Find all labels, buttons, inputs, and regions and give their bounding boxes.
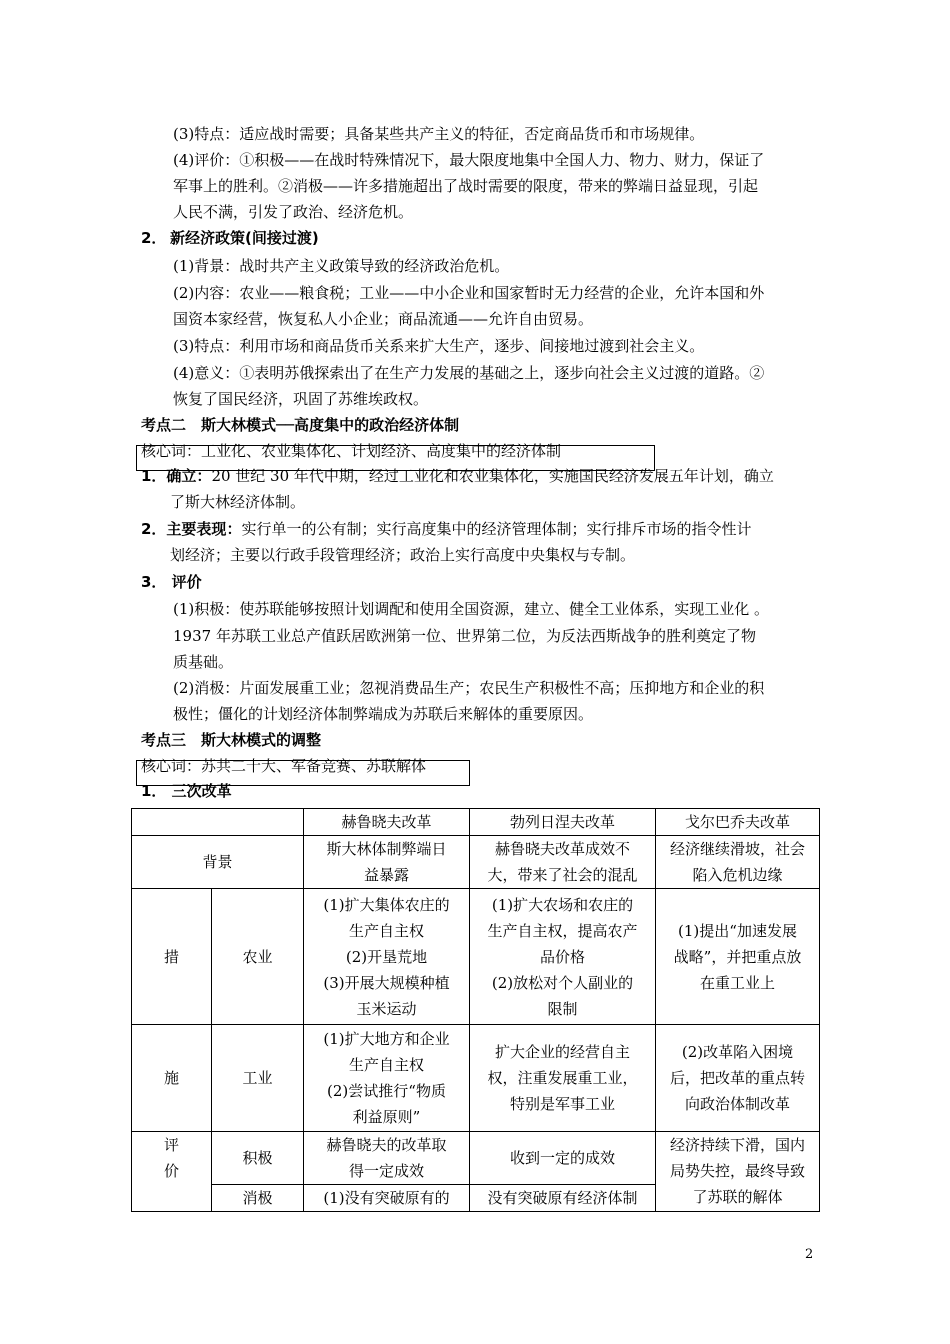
keywords-3: 核心词：苏共二十大、军备竞赛、苏联解体 xyxy=(141,757,427,775)
negative-label: 消极 xyxy=(212,1185,304,1212)
positive-brezhnev: 收到一定的成效 xyxy=(470,1132,656,1185)
measures-label-bottom: 施 xyxy=(132,1025,212,1132)
manifestation-1 xyxy=(141,516,751,542)
para-features: (3)特点：适应战时需要；具备某些共产主义的特征，否定商品货币和市场规律。 xyxy=(173,125,705,143)
background-khrushchev: 斯大林体制弊端日 益暴露 xyxy=(304,836,470,889)
nep-significance-2: 恢复了国民经济，巩固了苏维埃政权。 xyxy=(173,390,429,408)
background-gorbachev: 经济继续滑坡，社会 陷入危机边缘 xyxy=(656,836,820,889)
background-label: 背景 xyxy=(132,836,304,889)
agriculture-khrushchev: (1)扩大集体农庄的 生产自主权 (2)开垦荒地 (3)开展大规模种植 玉米运动 xyxy=(304,889,470,1025)
header-brezhnev: 勃列日涅夫改革 xyxy=(470,809,656,836)
table-row xyxy=(132,1132,820,1185)
evaluation-positive-1: (1)积极：使苏联能够按照计划调配和使用全国资源，建立、健全工业体系，实现工业化 。 xyxy=(173,600,770,618)
para-evaluation-1: (4)评价：①积极——在战时特殊情况下，最大限度地集中全国人力、物力、财力，保证了 xyxy=(173,151,765,169)
establishment-label: 1．确立： xyxy=(141,467,212,485)
nep-significance-1: (4)意义：①表明苏俄探索出了在生产力发展的基础之上，逐步向社会主义过渡的道路。② xyxy=(173,364,765,382)
evaluation-positive-2: 1937 年苏联工业总产值跃居欧洲第一位、世界第二位，为反法西斯战争的胜利奠定了物 xyxy=(173,627,756,645)
evaluation-heading: 3． 评价 xyxy=(141,573,202,591)
establishment-1 xyxy=(141,463,774,489)
header-gorbachev: 戈尔巴乔夫改革 xyxy=(656,809,820,836)
section-heading-2: 考点二 斯大林模式──高度集中的政治经济体制 xyxy=(141,416,460,434)
industry-gorbachev: (2)改革陷入困境 后，把改革的重点转 向政治体制改革 xyxy=(656,1025,820,1132)
positive-label: 积极 xyxy=(212,1132,304,1185)
background-brezhnev: 赫鲁晓夫改革成效不 大，带来了社会的混乱 xyxy=(470,836,656,889)
para-evaluation-2: 军事上的胜利。②消极——许多措施超出了战时需要的限度，带来的弊端日益显现，引起 xyxy=(173,177,759,195)
establishment-2: 了斯大林经济体制。 xyxy=(170,493,306,511)
agriculture-gorbachev: (1)提出“加速发展 战略”，并把重点放 在重工业上 xyxy=(656,889,820,1025)
nep-heading: 新经济政策(间接过渡) xyxy=(170,229,319,247)
nep-features: (3)特点：利用市场和商品货币关系来扩大生产，逐步、间接地过渡到社会主义。 xyxy=(173,337,705,355)
header-khrushchev: 赫鲁晓夫改革 xyxy=(304,809,470,836)
nep-content-1: (2)内容：农业——粮食税；工业——中小企业和国家暂时无力经营的企业，允许本国和外 xyxy=(173,284,765,302)
evaluation-negative-2: 极性；僵化的计划经济体制弊端成为苏联后来解体的重要原因。 xyxy=(173,705,594,723)
evaluation-positive-3: 质基础。 xyxy=(173,653,234,671)
manifestation-2: 划经济；主要以行政手段管理经济；政治上实行高度中央集权与专制。 xyxy=(170,546,636,564)
industry-khrushchev: (1)扩大地方和企业 生产自主权 (2)尝试推行“物质 利益原则” xyxy=(304,1025,470,1132)
industry-brezhnev: 扩大企业的经营自主 权，注重发展重工业， 特别是军事工业 xyxy=(470,1025,656,1132)
measures-label-top: 措 xyxy=(132,889,212,1025)
table-row xyxy=(132,809,820,836)
section-heading-3: 考点三 斯大林模式的调整 xyxy=(141,731,322,749)
nep-heading-number: 2． xyxy=(141,229,167,247)
para-evaluation-3: 人民不满，引发了政治、经济危机。 xyxy=(173,203,414,221)
negative-khrushchev: (1)没有突破原有的 xyxy=(304,1185,470,1212)
agriculture-brezhnev: (1)扩大农场和农庄的 生产自主权，提高农产 品价格 (2)放松对个人副业的 限制 xyxy=(470,889,656,1025)
industry-label: 工业 xyxy=(212,1025,304,1132)
agriculture-label: 农业 xyxy=(212,889,304,1025)
corner-cell xyxy=(132,809,304,836)
evaluation-negative-1: (2)消极：片面发展重工业；忽视消费品生产；农民生产积极性不高；压抑地方和企业的积 xyxy=(173,679,765,697)
manifestation-text: 实行单一的公有制；实行高度集中的经济管理体制；实行排斥市场的指令性计 xyxy=(241,520,752,538)
manifestation-label: 2．主要表现： xyxy=(141,520,242,538)
negative-brezhnev: 没有突破原有经济体制 xyxy=(470,1185,656,1212)
page-number: 2 xyxy=(805,1247,814,1262)
evaluation-label: 评 价 xyxy=(132,1132,212,1212)
table-row xyxy=(132,889,820,1025)
table-row xyxy=(132,1025,820,1132)
establishment-text: 20 世纪 30 年代中期，经过工业化和农业集体化，实施国民经济发展五年计划，确立 xyxy=(211,467,774,485)
positive-khrushchev: 赫鲁晓夫的改革取 得一定成效 xyxy=(304,1132,470,1185)
reform-table xyxy=(131,808,820,1212)
nep-background: (1)背景：战时共产主义政策导致的经济政治危机。 xyxy=(173,257,510,275)
reforms-heading: 1． 三次改革 xyxy=(141,782,232,800)
keywords-2: 核心词：工业化、农业集体化、计划经济、高度集中的经济体制 xyxy=(141,442,562,460)
nep-content-2: 国资本家经营，恢复私人小企业；商品流通——允许自由贸易。 xyxy=(173,310,594,328)
table-row xyxy=(132,836,820,889)
evaluation-gorbachev: 经济持续下滑，国内 局势失控，最终导致 了苏联的解体 xyxy=(656,1132,820,1212)
